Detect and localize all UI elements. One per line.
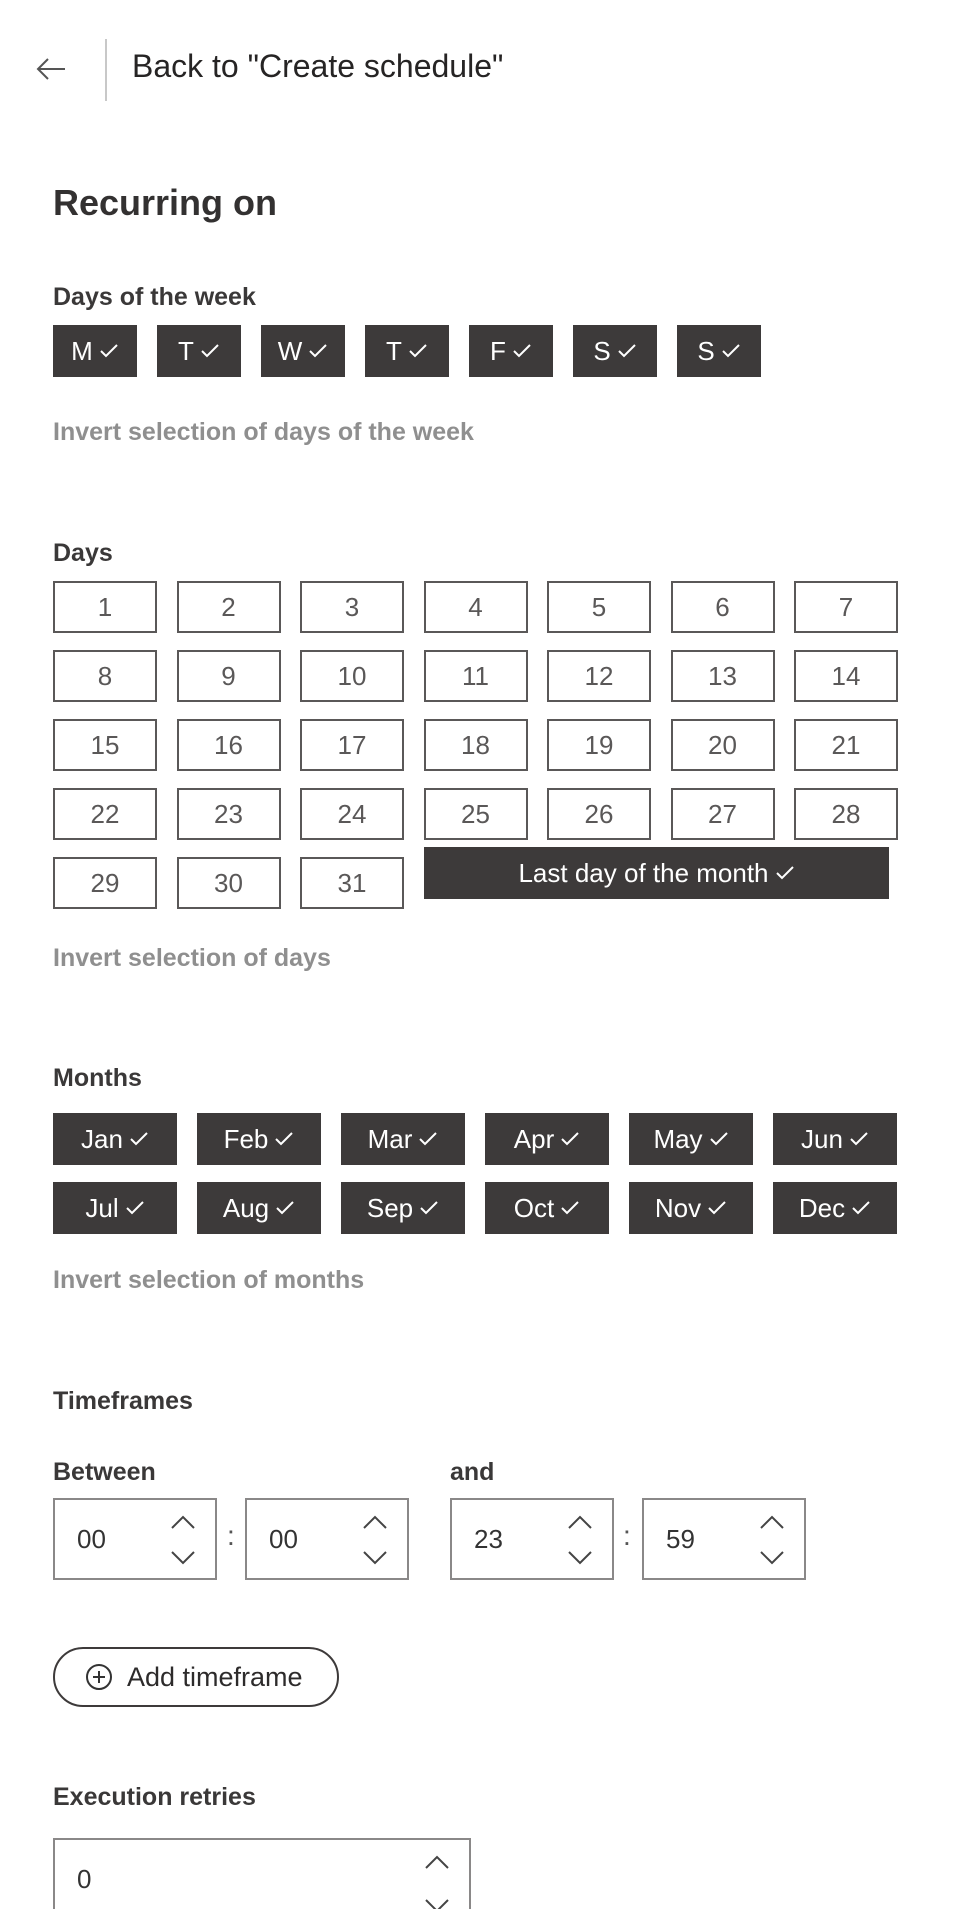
checkmark-icon	[851, 1200, 871, 1216]
day-number: 1	[97, 591, 113, 622]
chevron-up-icon[interactable]	[361, 1512, 389, 1532]
month-chip[interactable]	[53, 1113, 177, 1165]
day-chip[interactable]	[671, 650, 775, 702]
day-chip[interactable]	[424, 788, 528, 840]
month-chip[interactable]	[485, 1182, 609, 1234]
back-link-title[interactable]: Back to "Create schedule"	[132, 48, 504, 84]
day-chip[interactable]	[53, 857, 157, 909]
month-label: Jul	[85, 1192, 119, 1223]
month-label: May	[653, 1123, 703, 1154]
day-number: 25	[461, 798, 490, 829]
checkmark-icon	[274, 1131, 294, 1147]
arrow-left-icon	[35, 57, 67, 81]
and-label: and	[450, 1458, 495, 1486]
month-label: Jun	[801, 1123, 843, 1154]
add-timeframe-button[interactable]	[53, 1647, 339, 1707]
month-label: Dec	[798, 1192, 846, 1223]
day-number: 22	[90, 798, 120, 829]
between-label: Between	[53, 1458, 156, 1486]
day-chip[interactable]	[547, 719, 651, 771]
day-number: 20	[708, 729, 737, 760]
day-number: 13	[708, 660, 737, 691]
day-number: 28	[831, 798, 861, 829]
day-number: 26	[584, 798, 614, 829]
day-number: 5	[591, 591, 607, 622]
start-minute-value: 00	[269, 1524, 298, 1554]
month-label: Oct	[513, 1192, 555, 1223]
checkmark-icon	[560, 1131, 580, 1147]
day-number: 30	[214, 867, 243, 898]
months-label: Months	[53, 1064, 142, 1092]
end-hour-stepper[interactable]	[450, 1498, 614, 1580]
checkmark-icon	[617, 343, 637, 359]
checkmark-icon	[512, 343, 532, 359]
day-number: 21	[831, 729, 861, 760]
month-chip[interactable]	[629, 1182, 753, 1234]
checkmark-icon	[408, 343, 428, 359]
day-chip[interactable]	[794, 719, 898, 771]
month-chip[interactable]	[773, 1182, 897, 1234]
day-chip[interactable]	[794, 650, 898, 702]
start-minute-stepper[interactable]	[245, 1498, 409, 1580]
day-number: 12	[584, 660, 614, 691]
days-of-week-label: Days of the week	[53, 283, 256, 311]
day-chip[interactable]	[424, 719, 528, 771]
day-chip[interactable]	[300, 719, 404, 771]
chevron-up-icon[interactable]	[169, 1512, 197, 1532]
weekday-chip[interactable]	[261, 325, 345, 377]
day-number: 19	[584, 729, 614, 760]
checkmark-icon	[200, 343, 220, 359]
checkmark-icon	[707, 1200, 727, 1216]
month-label: Nov	[654, 1192, 702, 1223]
day-chip[interactable]	[547, 581, 651, 633]
checkmark-icon	[125, 1200, 145, 1216]
last-day-label: Last day of the month	[518, 857, 769, 888]
day-chip[interactable]	[547, 650, 651, 702]
checkmark-icon	[560, 1200, 580, 1216]
checkmark-icon	[775, 865, 795, 881]
month-chip[interactable]	[53, 1182, 177, 1234]
day-number: 23	[214, 798, 243, 829]
day-number: 7	[838, 591, 854, 622]
month-label: Aug	[222, 1192, 270, 1223]
chevron-down-icon[interactable]	[361, 1548, 389, 1568]
end-hour-value: 23	[474, 1524, 503, 1554]
day-number: 15	[90, 729, 120, 760]
day-number: 3	[344, 591, 360, 622]
day-number: 11	[462, 660, 489, 691]
execution-retries-stepper[interactable]	[53, 1838, 471, 1909]
day-chip[interactable]	[177, 857, 281, 909]
start-hour-stepper[interactable]	[53, 1498, 217, 1580]
invert-days-link[interactable]: Invert selection of days	[53, 944, 331, 972]
day-number: 18	[461, 729, 490, 760]
checkmark-icon	[418, 1131, 438, 1147]
day-number: 10	[337, 660, 367, 691]
day-number: 6	[715, 591, 730, 622]
checkmark-icon	[849, 1131, 869, 1147]
day-chip[interactable]	[671, 788, 775, 840]
day-chip[interactable]	[794, 581, 898, 633]
start-hour-value: 00	[77, 1524, 106, 1554]
end-minute-stepper[interactable]	[642, 1498, 806, 1580]
day-chip[interactable]	[177, 581, 281, 633]
month-chip[interactable]	[341, 1113, 465, 1165]
end-minute-value: 59	[666, 1524, 695, 1554]
day-number: 9	[221, 660, 236, 691]
day-chip[interactable]	[53, 719, 157, 771]
weekday-chip[interactable]	[677, 325, 761, 377]
checkmark-icon	[419, 1200, 439, 1216]
day-number: 8	[97, 660, 113, 691]
day-chip[interactable]	[177, 650, 281, 702]
day-chip[interactable]	[300, 650, 404, 702]
page-title: Recurring on	[53, 182, 278, 223]
last-day-of-month-chip[interactable]	[424, 847, 889, 899]
chevron-down-icon[interactable]	[566, 1548, 594, 1568]
month-label: Sep	[366, 1192, 414, 1223]
day-chip[interactable]	[177, 719, 281, 771]
day-chip[interactable]	[671, 581, 775, 633]
plus-circle-icon	[85, 1663, 113, 1691]
day-chip[interactable]	[547, 788, 651, 840]
weekday-chip[interactable]	[469, 325, 553, 377]
invert-months-link[interactable]: Invert selection of months	[53, 1266, 365, 1294]
day-number: 17	[337, 729, 367, 760]
add-timeframe-label: Add timeframe	[127, 1661, 303, 1692]
day-number: 16	[214, 729, 243, 760]
weekday-label: S	[593, 335, 611, 366]
day-chip[interactable]	[53, 650, 157, 702]
chevron-down-icon[interactable]	[758, 1548, 786, 1568]
weekday-label: M	[71, 335, 93, 366]
checkmark-icon	[275, 1200, 295, 1216]
month-label: Apr	[513, 1123, 555, 1154]
day-chip[interactable]	[300, 788, 404, 840]
month-chip[interactable]	[485, 1113, 609, 1165]
weekday-label: F	[490, 335, 506, 366]
day-number: 2	[221, 591, 236, 622]
day-chip[interactable]	[53, 581, 157, 633]
invert-week-link[interactable]: Invert selection of days of the week	[53, 418, 474, 446]
month-label: Feb	[223, 1123, 269, 1154]
chevron-up-icon[interactable]	[566, 1512, 594, 1532]
weekday-chip[interactable]	[365, 325, 449, 377]
weekday-label: W	[277, 335, 303, 366]
day-chip[interactable]	[300, 581, 404, 633]
month-label: Mar	[367, 1123, 413, 1154]
chevron-up-icon[interactable]	[758, 1512, 786, 1532]
day-number: 31	[337, 867, 367, 898]
month-chip[interactable]	[773, 1113, 897, 1165]
month-chip[interactable]	[341, 1182, 465, 1234]
checkmark-icon	[721, 343, 741, 359]
day-chip[interactable]	[177, 788, 281, 840]
month-chip[interactable]	[629, 1113, 753, 1165]
day-chip[interactable]	[424, 581, 528, 633]
time-separator: :	[227, 1520, 235, 1551]
weekday-chip[interactable]	[573, 325, 657, 377]
day-number: 27	[708, 798, 737, 829]
month-chip[interactable]	[197, 1113, 321, 1165]
month-chip[interactable]	[197, 1182, 321, 1234]
timeframes-label: Timeframes	[53, 1387, 193, 1415]
day-number: 14	[831, 660, 861, 691]
time-separator: :	[623, 1520, 631, 1551]
days-label: Days	[53, 539, 113, 567]
day-number: 24	[337, 798, 367, 829]
weekday-label: T	[386, 335, 402, 366]
checkmark-icon	[99, 343, 119, 359]
checkmark-icon	[308, 343, 328, 359]
weekday-chip[interactable]	[157, 325, 241, 377]
day-chip[interactable]	[53, 788, 157, 840]
top-bar	[0, 0, 966, 130]
chevron-up-icon[interactable]	[423, 1852, 451, 1872]
chevron-down-icon[interactable]	[423, 1896, 451, 1909]
day-chip[interactable]	[671, 719, 775, 771]
back-button[interactable]	[28, 46, 74, 92]
chevron-down-icon[interactable]	[169, 1548, 197, 1568]
day-number: 4	[468, 591, 483, 622]
checkmark-icon	[129, 1131, 149, 1147]
month-label: Jan	[81, 1123, 123, 1154]
day-number: 29	[90, 867, 120, 898]
day-chip[interactable]	[794, 788, 898, 840]
header-divider	[105, 39, 107, 101]
day-chip[interactable]	[424, 650, 528, 702]
day-chip[interactable]	[300, 857, 404, 909]
weekday-label: T	[178, 335, 194, 366]
weekday-label: S	[697, 335, 715, 366]
checkmark-icon	[709, 1131, 729, 1147]
execution-retries-label: Execution retries	[53, 1783, 256, 1811]
weekday-chip[interactable]	[53, 325, 137, 377]
execution-retries-value: 0	[77, 1864, 92, 1894]
